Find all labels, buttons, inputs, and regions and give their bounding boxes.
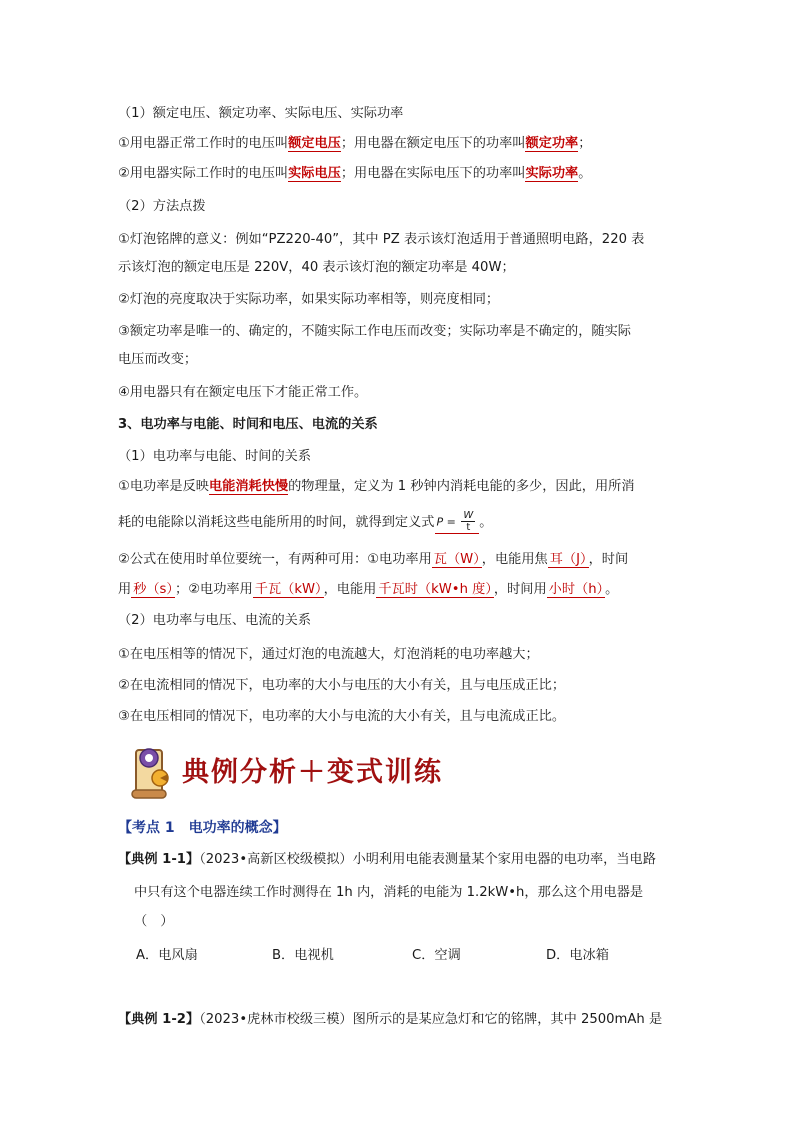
text: （2023•虎林市校级三模）图所示的是某应急灯和它的铭牌，其中 2500mAh 是 — [199, 1012, 663, 1027]
option-c[interactable]: C．空调 — [412, 948, 461, 963]
text: 的物理量，定义为 1 秒钟内消耗电能的多少，因此，用所消 — [288, 479, 635, 494]
answer-kilowatt: 千瓦（kW） — [254, 582, 322, 597]
text: 耗的电能除以消耗这些电能所用的时间，就得到定义式 — [118, 515, 435, 530]
text: 用 — [118, 582, 132, 597]
tip-1-line-a: ①灯泡铭牌的意义：例如“PZ220-40”，其中 PZ 表示该灯泡适用于普通照明电路，220 表 — [118, 232, 645, 247]
formula-numerator: W — [463, 510, 474, 521]
text: ①电功率是反映 — [118, 479, 209, 494]
answer-energy-rate: 电能消耗快慢 — [208, 479, 289, 494]
answer-actual-power: 实际功率 — [525, 166, 579, 181]
section-1-heading: （1）额定电压、额定功率、实际电压、实际功率 — [118, 106, 404, 121]
formula-fraction — [461, 510, 475, 533]
tip-3-line-b: 电压而改变； — [118, 352, 198, 367]
kaodian-title: 【考点 1 电功率的概念】 — [118, 820, 287, 836]
formula-p: P — [436, 515, 444, 529]
scroll-icon — [130, 744, 178, 800]
text: ； — [578, 136, 592, 151]
tip-1-line-b: 示该灯泡的额定电压是 220V，40 表示该灯泡的额定功率是 40W； — [118, 260, 515, 275]
text: （2023•高新区校级模拟）小明利用电能表测量某个家用电器的电功率，当电路 — [199, 852, 656, 867]
text: ②公式在使用时单位要统一，有两种可用：①电功率用 — [118, 552, 432, 567]
text: ，时间 — [588, 552, 629, 567]
relation-1: ①在电压相等的情况下，通过灯泡的电流越大，灯泡消耗的电功率越大； — [118, 647, 539, 662]
tip-4: ④用电器只有在额定电压下才能正常工作。 — [118, 385, 368, 400]
rated-definition-line — [118, 134, 678, 154]
example-tag: 【典例 1-2】 — [118, 1012, 200, 1027]
text: ，电能用焦 — [481, 552, 548, 567]
relation-3: ③在电压相同的情况下，电功率的大小与电流的大小有关，且与电流成正比。 — [118, 709, 566, 724]
example-1-1-line-1 — [118, 850, 678, 870]
example-1-1-line-2: 中只有这个电器连续工作时测得在 1h 内，消耗的电能为 1.2kW•h，那么这个用电器是 — [134, 885, 644, 900]
text: ，时间用 — [493, 582, 547, 597]
example-1-1-line-3: （ ） — [134, 914, 174, 929]
option-d[interactable]: D．电冰箱 — [546, 948, 609, 963]
text: ，电能用 — [323, 582, 377, 597]
actual-definition-line — [118, 164, 678, 184]
text: ；用电器在实际电压下的功率叫 — [340, 166, 526, 181]
text: ②用电器实际工作时的电压叫 — [118, 166, 289, 181]
units-line-b — [118, 580, 678, 600]
answer-kilowatt-hour: 千瓦时（kW•h 度） — [378, 582, 492, 597]
section-banner — [130, 742, 460, 802]
section-2-heading: （2）方法点拨 — [118, 199, 206, 214]
tip-2: ②灯泡的亮度取决于实际功率，如果实际功率相等，则亮度相同； — [118, 292, 500, 307]
power-definition-line-a — [118, 477, 678, 497]
text: ；用电器在额定电压下的功率叫 — [340, 136, 526, 151]
units-line-a — [118, 550, 678, 570]
text: 。 — [605, 582, 619, 597]
example-tag: 【典例 1-1】 — [118, 852, 200, 867]
banner-title: 典例分析＋变式训练 — [182, 757, 443, 788]
option-b[interactable]: B．电视机 — [272, 948, 334, 963]
answer-second: 秒（s） — [133, 582, 174, 597]
answer-rated-power: 额定功率 — [525, 136, 579, 151]
subsection-1-heading: （1）电功率与电能、时间的关系 — [118, 449, 312, 464]
text: 。 — [479, 515, 493, 530]
answer-hour: 小时（h） — [548, 582, 604, 597]
answer-joule: 耳（J） — [549, 552, 587, 567]
formula-denominator: t — [466, 522, 471, 533]
text: ①用电器正常工作时的电压叫 — [118, 136, 289, 151]
subsection-2-heading: （2）电功率与电压、电流的关系 — [118, 613, 312, 628]
power-formula — [435, 510, 480, 534]
answer-rated-voltage: 额定电压 — [288, 136, 341, 151]
option-a[interactable]: A．电风扇 — [136, 948, 198, 963]
example-1-2-line-1 — [118, 1010, 678, 1030]
relation-2: ②在电流相同的情况下，电功率的大小与电压的大小有关，且与电压成正比； — [118, 678, 566, 693]
formula-eq: = — [443, 515, 460, 529]
text: 。 — [578, 166, 592, 181]
text: ；②电功率用 — [175, 582, 253, 597]
answer-actual-voltage: 实际电压 — [288, 166, 341, 181]
tip-3-line-a: ③额定功率是唯一的、确定的，不随实际工作电压而改变；实际功率是不确定的，随实际 — [118, 324, 631, 339]
section-3-heading: 3、电功率与电能、时间和电压、电流的关系 — [118, 417, 378, 432]
power-definition-line-b — [118, 510, 678, 534]
answer-watt: 瓦（W） — [433, 552, 480, 567]
